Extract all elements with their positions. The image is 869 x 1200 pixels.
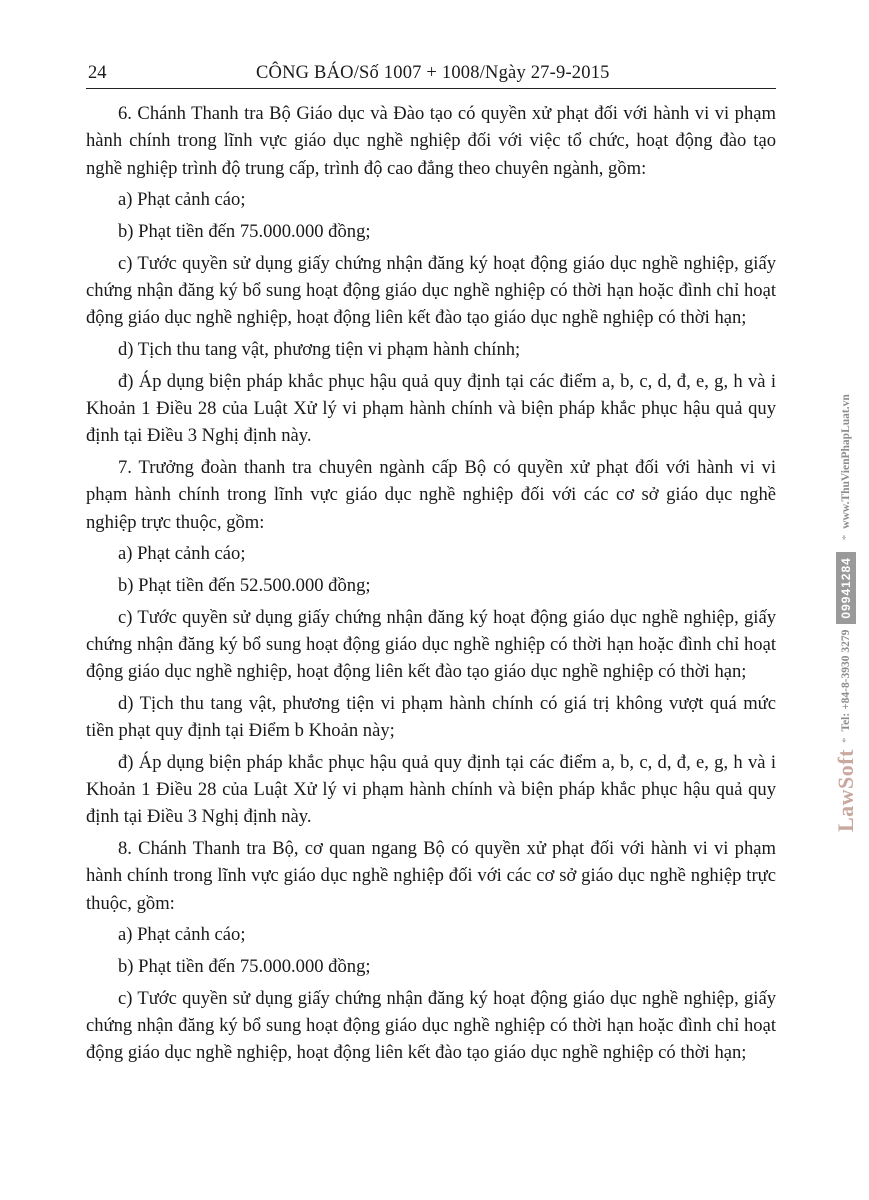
watermark-brand: LawSoft <box>833 749 858 832</box>
paragraph: b) Phạt tiền đến 75.000.000 đồng; <box>118 956 371 978</box>
paragraph: đ) Áp dụng biện pháp khắc phục hậu quả quy định tại các điểm a, b, c, d, đ, e, g, h và i Khoản 1 Điều 28 của Luật Xử lý vi phạm hành chính và biện pháp khắc phục hậu quả quy định tại Điều 3 Nghị định này. <box>86 370 776 447</box>
paragraph: 7. Trưởng đoàn thanh tra chuyên ngành cấp Bộ có quyền xử phạt đối với hành vi vi phạm hành chính trong lĩnh vực giáo dục nghề nghiệp đối với các cơ sở giáo dục nghề nghiệp trực thuộc, gồm: <box>86 456 776 533</box>
document-body <box>86 100 776 1071</box>
watermark-separator: * <box>840 737 852 744</box>
paragraph: a) Phạt cảnh cáo; <box>118 543 246 565</box>
gazette-title: CÔNG BÁO/Số 1007 + 1008/Ngày 27-9-2015 <box>256 63 610 83</box>
paragraph: a) Phạt cảnh cáo; <box>118 924 246 946</box>
paragraph: c) Tước quyền sử dụng giấy chứng nhận đăng ký hoạt động giáo dục nghề nghiệp, giấy chứng nhận đăng ký bổ sung hoạt động giáo dục nghề nghiệp có thời hạn hoặc đình chỉ hoạt động giáo dục nghề nghiệp, hoạt động liên kết đào tạo giáo dục nghề nghiệp có thời hạn; <box>86 252 776 329</box>
paragraph: b) Phạt tiền đến 52.500.000 đồng; <box>118 574 371 596</box>
watermark-tel: Tel: +84-8-3930 3279 <box>840 629 852 732</box>
side-watermark <box>800 384 858 832</box>
paragraph: d) Tịch thu tang vật, phương tiện vi phạm hành chính; <box>118 338 521 360</box>
paragraph: a) Phạt cảnh cáo; <box>118 189 246 211</box>
watermark-site: www.ThuVienPhapLuat.vn <box>840 394 852 529</box>
page-header <box>86 58 776 89</box>
paragraph: đ) Áp dụng biện pháp khắc phục hậu quả quy định tại các điểm a, b, c, d, đ, e, g, h và i Khoản 1 Điều 28 của Luật Xử lý vi phạm hành chính và biện pháp khắc phục hậu quả quy định tại Điều 3 Nghị định này. <box>86 751 776 828</box>
paragraph: 8. Chánh Thanh tra Bộ, cơ quan ngang Bộ có quyền xử phạt đối với hành vi vi phạm hành chính trong lĩnh vực giáo dục nghề nghiệp đối với các cơ sở giáo dục nghề nghiệp trực thuộc, gồm: <box>86 838 776 914</box>
paragraph: c) Tước quyền sử dụng giấy chứng nhận đăng ký hoạt động giáo dục nghề nghiệp, giấy chứng nhận đăng ký bổ sung hoạt động giáo dục nghề nghiệp có thời hạn hoặc đình chỉ hoạt động giáo dục nghề nghiệp, hoạt động liên kết đào tạo giáo dục nghề nghiệp có thời hạn; <box>86 606 776 683</box>
paragraph: b) Phạt tiền đến 75.000.000 đồng; <box>118 220 371 242</box>
paragraph: c) Tước quyền sử dụng giấy chứng nhận đăng ký hoạt động giáo dục nghề nghiệp, giấy chứng nhận đăng ký bổ sung hoạt động giáo dục nghề nghiệp có thời hạn hoặc đình chỉ hoạt động giáo dục nghề nghiệp, hoạt động liên kết đào tạo giáo dục nghề nghiệp có thời hạn; <box>86 987 776 1064</box>
watermark-code-badge: 09941284 <box>836 552 856 623</box>
paragraph: d) Tịch thu tang vật, phương tiện vi phạm hành chính có giá trị không vượt quá mức tiền phạt quy định tại Điểm b Khoản này; <box>86 692 776 742</box>
page-number: 24 <box>88 63 107 83</box>
watermark-separator: * <box>840 534 852 541</box>
paragraph: 6. Chánh Thanh tra Bộ Giáo dục và Đào tạo có quyền xử phạt đối với hành vi vi phạm hành chính trong lĩnh vực giáo dục nghề nghiệp đối với việc tổ chức, hoạt động đào tạo nghề nghiệp trình độ trung cấp, trình độ cao đẳng theo chuyên ngành, gồm: <box>86 103 776 179</box>
